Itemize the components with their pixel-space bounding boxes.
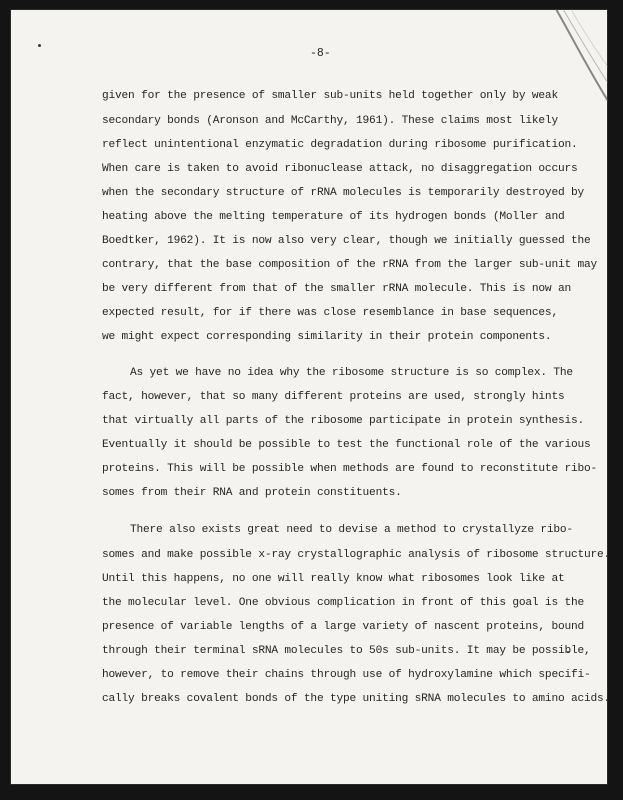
paragraph-1-line-11: we might expect corresponding similarity in their protein components. — [102, 331, 552, 343]
paragraph-1-line-2: secondary bonds (Aronson and McCarthy, 1961). These claims most likely — [102, 115, 558, 127]
paragraph-2-line-2: fact, however, that so many different proteins are used, strongly hints — [102, 391, 565, 403]
paragraph-3-line-1: There also exists great need to devise a method to crystallyze ribo- — [130, 524, 573, 536]
paragraph-2-line-6: somes from their RNA and protein constituents. — [102, 487, 402, 499]
paragraph-1-line-5: when the secondary structure of rRNA molecules is temporarily destroyed by — [102, 187, 585, 199]
paragraph-2-line-5: proteins. This will be possible when methods are found to reconstitute ribo- — [102, 463, 598, 475]
paragraph-1-line-3: reflect unintentional enzymatic degradation during ribosome purification. — [102, 139, 578, 151]
paragraph-1-line-7: Boedtker, 1962). It is now also very clear, though we initially guessed the — [102, 235, 591, 247]
dust-speck — [38, 44, 41, 47]
paragraph-1-line-4: When care is taken to avoid ribonuclease attack, no disaggregation occurs — [102, 163, 578, 175]
paragraph-3-line-3: Until this happens, no one will really know what ribosomes look like at — [102, 573, 565, 585]
page-number: -8- — [310, 47, 331, 60]
paper-page — [10, 9, 611, 785]
paragraph-3-line-7: however, to remove their chains through use of hydroxylamine which specifi- — [102, 669, 591, 681]
paragraph-3-line-6: through their terminal sRNA molecules to 50s sub-units. It may be possible, — [102, 645, 591, 657]
paragraph-2-line-1: As yet we have no idea why the ribosome structure is so complex. The — [130, 367, 573, 379]
paragraph-3-line-2: somes and make possible x-ray crystallographic analysis of ribosome structure. — [102, 549, 611, 561]
paragraph-3-line-4: the molecular level. One obvious complication in front of this goal is the — [102, 597, 585, 609]
paragraph-2-line-3: that virtually all parts of the ribosome participate in protein synthesis. — [102, 415, 585, 427]
paragraph-1-line-10: expected result, for if there was close resemblance in base sequences, — [102, 307, 558, 319]
paragraph-1-line-6: heating above the melting temperature of its hydrogen bonds (Moller and — [102, 211, 565, 223]
paragraph-1-line-8: contrary, that the base composition of the rRNA from the larger sub-unit may — [102, 259, 598, 271]
paragraph-1-line-1: given for the presence of smaller sub-units held together only by weak — [102, 90, 558, 102]
paragraph-3-line-8: cally breaks covalent bonds of the type uniting sRNA molecules to amino acids. — [102, 693, 611, 705]
paragraph-2-line-4: Eventually it should be possible to test the functional role of the various — [102, 439, 591, 451]
paragraph-3-line-5: presence of variable lengths of a large variety of nascent proteins, bound — [102, 621, 585, 633]
paragraph-1-line-9: be very different from that of the smaller rRNA molecule. This is now an — [102, 283, 571, 295]
